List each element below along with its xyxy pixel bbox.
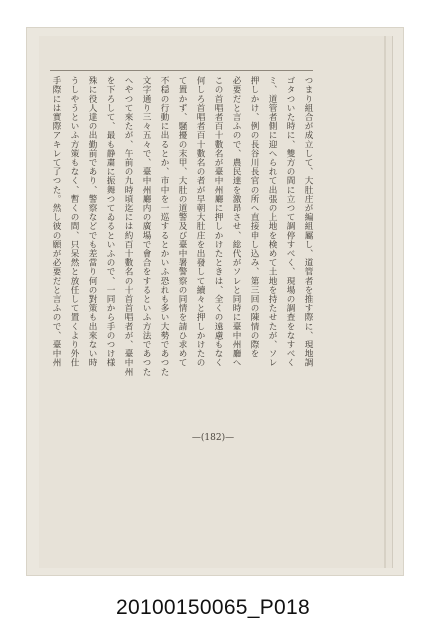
- page-number: —(182)—: [191, 433, 235, 443]
- text-column: を下ろして、最も静粛に振舞つてゐるといふので、一同から手のつけ様: [105, 76, 115, 368]
- header-rule: [50, 70, 313, 71]
- text-column: 必要だと言ふので、農民達を激昂させ、総代がソレと同時に臺中州廳へ: [231, 76, 241, 368]
- text-column: つまり組合が成立して、大肚庄が編組屬し、道管者を推す際に、現地調: [303, 76, 313, 368]
- text-column: 手際には實際アキレて了つた。然し彼の願が必要だと言ふので、臺中州: [51, 76, 61, 368]
- text-column: へやつて來たが、午前の九時頃迄には約百十數名の十首首唱者が、臺中州: [123, 76, 133, 377]
- vertical-text-block: [47, 76, 315, 436]
- text-column: 文字通り三々五々で、臺中州廳内の廣場で會合をするといふ方法であつた: [141, 76, 151, 377]
- text-column: ゴタついた時に、雙方の間に立つて調停すべく、現場の調査をなすべく: [285, 76, 295, 368]
- image-caption: 20100150065_P018: [116, 596, 310, 619]
- text-column: 殊に役人達の出勤前であり、警察などでも差當り何の對策も出來ない時: [87, 76, 97, 368]
- text-column: ミ、道管者側に迎へられて出張の上地を検めて土地を持たせたが、ソレ: [267, 76, 277, 368]
- text-column: 押しかけ、例の長谷川長官の所へ直接申し込み、第三回の陳情の際を: [249, 76, 259, 359]
- text-column: 不穏の行動に出るとか、市中を一巡するとかいふ恐れも多い大勢であつた: [159, 76, 169, 377]
- text-column: て置かず、騒擾の末甲、大肚の道警及び臺中署警察の同情を請ひ求めて: [177, 76, 187, 368]
- text-column: この首唱者百十數名が臺中州廳に押しかけたときは、全くの遠慮もなく: [213, 76, 223, 368]
- text-column: 何しろ首唱者百十數名の者が早朝大肚庄を出發して續々と押しかけたの: [195, 76, 205, 368]
- text-column: うしやうといふ方策もなく、暫くの間、只呆然と放任して置くより外仕: [69, 76, 79, 368]
